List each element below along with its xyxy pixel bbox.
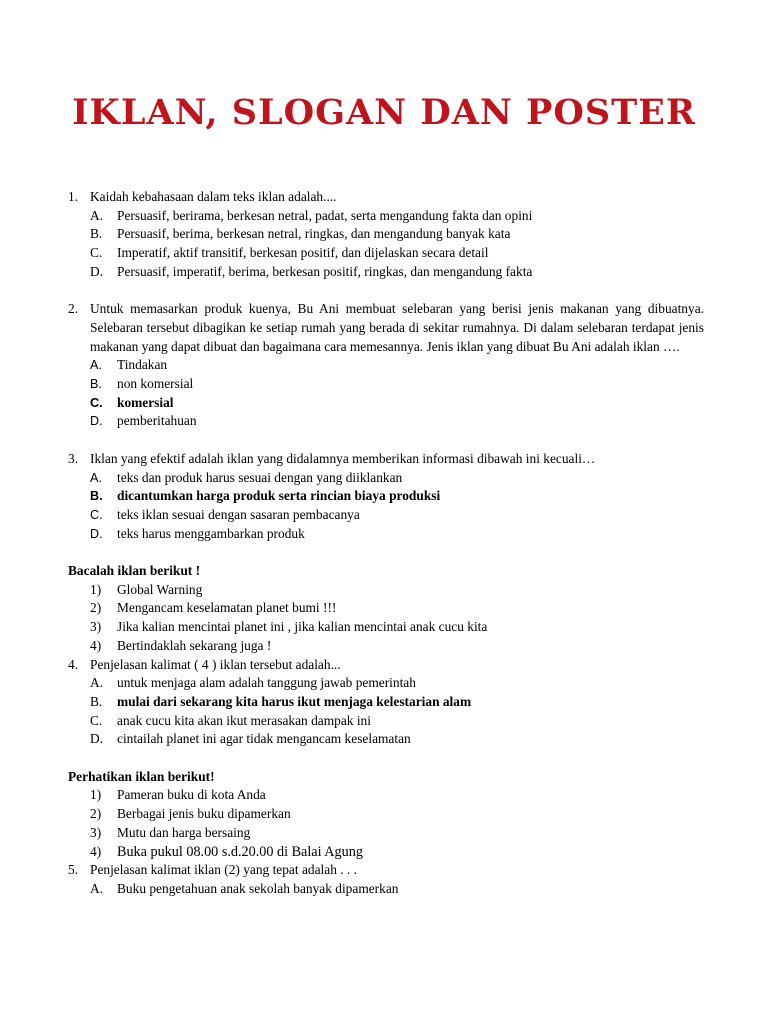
- ad-line-number: 3): [90, 619, 102, 635]
- option-text: Persuasif, berirama, berkesan netral, padat, serta mengandung fakta dan opini: [117, 207, 533, 223]
- option-text: mulai dari sekarang kita harus ikut menjaga kelestarian alam: [117, 693, 472, 709]
- option-letter: A.: [90, 207, 104, 223]
- option-text: Buku pengetahuan anak sekolah banyak dipamerkan: [117, 880, 399, 896]
- option: [90, 244, 704, 263]
- option: [90, 412, 704, 431]
- option-letter: A.: [90, 470, 102, 485]
- question-number: 1.: [68, 189, 79, 204]
- ad-line-number: 4): [90, 637, 102, 653]
- option-letter: B.: [90, 226, 103, 242]
- option: [90, 525, 704, 544]
- ad-line: [90, 843, 704, 862]
- option-text: Persuasif, imperatif, berima, berkesan positif, ringkas, dan mengandung fakta: [117, 263, 533, 279]
- question-text: Penjelasan kalimat ( 4 ) iklan tersebut adalah...: [90, 656, 341, 672]
- ad-line: [90, 581, 704, 600]
- ad-line-text: Jika kalian mencintai planet ini , jika kalian mencintai anak cucu kita: [117, 619, 488, 635]
- option-text: teks iklan sesuai dengan sasaran pembacanya: [117, 506, 360, 522]
- question-text: Penjelasan kalimat iklan (2) yang tepat adalah . . .: [90, 862, 357, 878]
- ad-line-number: 4): [90, 843, 102, 859]
- option: [90, 712, 704, 731]
- ad-line-text: Bertindaklah sekarang juga !: [117, 637, 272, 653]
- ad-line: [90, 618, 704, 637]
- option-letter: C.: [90, 507, 103, 522]
- option-letter: C.: [90, 245, 103, 261]
- option: [90, 674, 704, 693]
- option-text: cintailah planet ini agar tidak mengancam keselamatan: [117, 731, 411, 747]
- ad-line-text: Berbagai jenis buku dipamerkan: [117, 806, 291, 822]
- ad-line-number: 2): [90, 600, 102, 616]
- option-text: non komersial: [117, 376, 194, 392]
- option-text: Persuasif, berima, berkesan netral, ringkas, dan mengandung banyak kata: [117, 226, 511, 242]
- ad-line: [90, 824, 704, 843]
- document-body: [68, 188, 704, 899]
- option-letter: B.: [90, 489, 103, 504]
- option: [90, 225, 704, 244]
- ad-line: [90, 805, 704, 824]
- ad-heading: Bacalah iklan berikut !: [68, 563, 201, 579]
- option: [90, 469, 704, 488]
- question-2: [68, 300, 704, 356]
- ad-line-text: Mutu dan harga bersaing: [117, 824, 251, 840]
- option-text: komersial: [117, 394, 174, 410]
- page-title: IKLAN, SLOGAN DAN POSTER: [72, 92, 696, 133]
- option: [90, 375, 704, 394]
- option-letter: D.: [90, 731, 104, 747]
- option-text: anak cucu kita akan ikut merasakan dampak ini: [117, 712, 371, 728]
- ad-line-number: 1): [90, 581, 102, 597]
- question-number: 4.: [68, 656, 79, 672]
- option-letter: B.: [90, 377, 102, 392]
- question-1: [68, 188, 704, 207]
- option-text: Imperatif, aktif transitif, berkesan positif, dan dijelaskan secara detail: [117, 245, 489, 261]
- ad-heading: Perhatikan iklan berikut!: [68, 768, 215, 784]
- option-letter: A.: [90, 358, 102, 373]
- ad-line: [90, 599, 704, 618]
- option: [90, 263, 704, 282]
- question-4: [68, 656, 704, 675]
- option-answer: [90, 487, 704, 506]
- question-text: Iklan yang efektif adalah iklan yang didalamnya memberikan informasi dibawah ini kecuali…: [90, 450, 596, 466]
- ad-line-text: Pameran buku di kota Anda: [117, 787, 266, 803]
- option: [90, 880, 704, 899]
- option-text: Tindakan: [117, 357, 168, 373]
- option-letter: D.: [90, 526, 103, 541]
- ad-line-number: 3): [90, 824, 102, 840]
- option-letter: D.: [90, 414, 103, 429]
- option-letter: B.: [90, 693, 103, 709]
- ad-line: [90, 637, 704, 656]
- ad-line-text: Global Warning: [117, 581, 203, 597]
- option-text: teks harus menggambarkan produk: [117, 525, 305, 541]
- option-letter: A.: [90, 675, 104, 691]
- option-letter: D.: [90, 263, 104, 279]
- option-letter: C.: [90, 712, 103, 728]
- option: [90, 207, 704, 226]
- ad-line-text: Buka pukul 08.00 s.d.20.00 di Balai Agung: [117, 843, 363, 860]
- question-number: 3.: [68, 450, 79, 466]
- option-answer: [90, 394, 704, 413]
- option: [90, 730, 704, 749]
- question-5: [68, 861, 704, 880]
- question-3: [68, 450, 704, 469]
- option: [90, 356, 704, 375]
- option-text: dicantumkan harga produk serta rincian biaya produksi: [117, 488, 441, 504]
- option-text: untuk menjaga alam adalah tanggung jawab pemerintah: [117, 675, 416, 691]
- question-number: 5.: [68, 862, 79, 878]
- option-letter: A.: [90, 880, 104, 896]
- ad-line: [90, 786, 704, 805]
- question-number: 2.: [68, 301, 79, 317]
- ad-line-number: 1): [90, 787, 102, 803]
- question-text: Kaidah kebahasaan dalam teks iklan adalah....: [90, 189, 337, 204]
- option-text: teks dan produk harus sesuai dengan yang diiklankan: [117, 469, 403, 485]
- option-text: pemberitahuan: [117, 413, 197, 429]
- option-answer: [90, 693, 704, 712]
- ad-line-number: 2): [90, 806, 102, 822]
- question-text: Untuk memasarkan produk kuenya, Bu Ani membuat selebaran yang berisi jenis makanan yang dibuatnya. Selebaran tersebut dibagikan ke setiap rumah yang berada di sekitar rumahnya. Di dalam selebaran terdapat jenis makanan yang dapat dibuat dan bagaimana cara memesannya. Jenis iklan yang dibuat Bu Ani adalah iklan ….: [90, 301, 704, 354]
- option-letter: C.: [90, 395, 103, 410]
- option: [90, 506, 704, 525]
- ad-line-text: Mengancam keselamatan planet bumi !!!: [117, 600, 337, 616]
